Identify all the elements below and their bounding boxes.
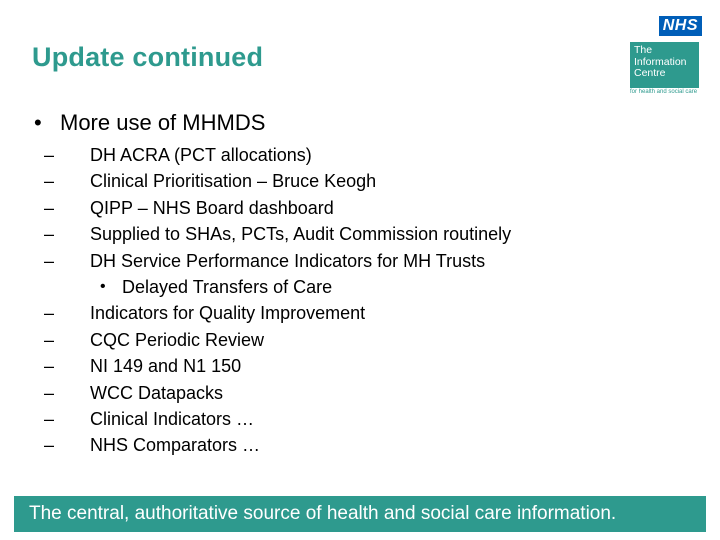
dash-marker: – (44, 145, 55, 165)
list-item-text: NI 149 and N1 150 (90, 356, 242, 377)
footer-banner: The central, authoritative source of health and social care information. (14, 496, 706, 532)
list-item (34, 195, 511, 221)
nhs-logo-badge: NHS (659, 16, 702, 36)
list-item-text: DH Service Performance Indicators for MH Trusts (90, 250, 486, 271)
dash-marker: – (44, 409, 55, 430)
list-item (34, 221, 511, 247)
list-item (34, 406, 511, 432)
list-item-text: Clinical Indicators … (90, 409, 255, 430)
list-item (34, 168, 511, 194)
list-item-text: Clinical Prioritisation – Bruce Keogh (90, 171, 377, 192)
logo-tagline: for health and social care (630, 89, 698, 95)
list-item-text: Indicators for Quality Improvement (90, 303, 366, 324)
main-bullet-text: More use of MHMDS (60, 110, 266, 135)
logo-line-3: Centre (634, 67, 666, 79)
list-item-text: Supplied to SHAs, PCTs, Audit Commission routinely (90, 224, 512, 245)
list-item (34, 142, 511, 168)
dash-marker: – (44, 329, 55, 350)
dash-marker: – (44, 382, 55, 403)
list-item-text: NHS Comparators … (90, 435, 261, 456)
dash-marker: – (44, 197, 55, 218)
sub-bullet-list (34, 142, 511, 459)
bullet-marker: • (34, 110, 42, 135)
logo-line-1: The (634, 44, 653, 56)
list-item (34, 327, 511, 353)
nested-list-item-text: Delayed Transfers of Care (122, 277, 333, 298)
list-item (34, 248, 511, 274)
dash-marker: – (44, 171, 55, 192)
list-item (34, 353, 511, 379)
list-item (34, 380, 511, 406)
bullet-marker: • (100, 278, 106, 296)
list-item-text: DH ACRA (PCT allocations) (90, 145, 312, 165)
dash-marker: – (44, 435, 55, 456)
list-item-text: QIPP – NHS Board dashboard (90, 197, 334, 218)
logo-line-2: Information (634, 55, 687, 68)
slide-title: Update continued (32, 42, 264, 72)
dash-marker: – (44, 224, 55, 245)
bullet-list (34, 110, 511, 459)
dash-marker: – (44, 250, 55, 271)
main-bullet (34, 110, 511, 136)
list-item (34, 300, 511, 326)
dash-marker: – (44, 303, 55, 324)
nested-list-item (34, 274, 511, 300)
information-centre-logo (630, 16, 702, 96)
list-item-text: WCC Datapacks (90, 382, 224, 403)
information-centre-box (630, 42, 699, 88)
list-item-text: CQC Periodic Review (90, 329, 265, 350)
list-item (34, 432, 511, 458)
dash-marker: – (44, 356, 55, 377)
